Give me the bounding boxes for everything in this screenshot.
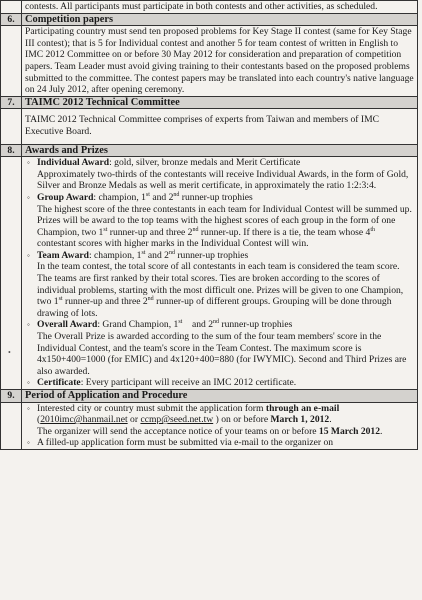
team-award-text: runner-up and three 2: [62, 296, 148, 308]
filled-form-text: A filled-up application form must be submitted via e-mail to the organizer on: [37, 437, 334, 449]
team-award-lead: runner-up trophies: [174, 249, 249, 261]
circle-bullet-icon: ◦: [27, 250, 30, 260]
circle-bullet-icon: ◦: [27, 378, 30, 388]
overall-award-body: The Overall Prize is awarded according to the sum of the four team members' score in the Individual Contest, and the team's score in the Team Contest. The maximum score is 4x150+400=1000 (for EMIC) and 4x120+400=880 (for IWYMIC). Second and Third Prizes are also awarded.: [37, 331, 407, 377]
group-award-label: Group Award: [37, 191, 94, 203]
superscript: st: [145, 191, 150, 198]
group-award-body: [37, 204, 414, 250]
application-text-bold: through an e-mail: [265, 402, 340, 414]
circle-bullet-icon: ◦: [27, 158, 30, 168]
application-text: .: [380, 425, 383, 437]
individual-award-lead: : gold, silver, bronze medals and Merit Certificate: [109, 157, 301, 169]
section-8-body-row: [1, 157, 418, 390]
section-6-body-row: [1, 26, 418, 97]
section-9-body: [22, 402, 418, 449]
group-award-item: [25, 192, 414, 250]
section-9-header: [1, 390, 418, 403]
filled-form-item: [25, 437, 414, 449]
intro-text: contests. All participants must participate in both contests and other activities, as scheduled.: [22, 1, 418, 14]
email-link-2[interactable]: ccmp@seed.net.tw: [140, 414, 214, 426]
superscript: st: [103, 226, 108, 233]
team-award-lead: : champion, 1: [88, 249, 142, 261]
overall-award-item: [25, 319, 414, 377]
section-6-number: 6.: [1, 13, 22, 26]
overall-award-lead: and 2: [182, 319, 213, 331]
section-9-body-row: [1, 402, 418, 449]
application-text: (: [37, 414, 41, 426]
circle-bullet-icon: ◦: [27, 403, 30, 413]
section-7-body: TAIMC 2012 Technical Committee comprises of experts from Taiwan and members of IMC Executive Board.: [22, 109, 418, 144]
individual-award-item: [25, 157, 414, 192]
certificate-item: [25, 377, 414, 389]
section-7-header: [1, 96, 418, 109]
section-7-body-row: [1, 109, 418, 144]
superscript: st: [141, 249, 146, 256]
superscript: st: [178, 319, 183, 326]
group-award-text: The highest score of the three contestants in each team for Individual Contest will be summed up. Prizes will be award to the top teams with the highest scores of each group in the form of one Champion, two 1: [37, 203, 412, 238]
application-text: .: [329, 414, 332, 426]
section-7-title: TAIMC 2012 Technical Committee: [22, 96, 418, 109]
application-text: ) on or before: [213, 414, 271, 426]
team-award-lead: and 2: [145, 249, 169, 261]
certificate-lead: : Every participant will receive an IMC 2012 certificate.: [80, 377, 297, 389]
acceptance-deadline: 15 March 2012: [318, 425, 381, 437]
section-8-body: [22, 157, 418, 390]
application-text: or: [127, 414, 141, 426]
circle-bullet-icon: ◦: [27, 320, 30, 330]
individual-award-label: Individual Award: [37, 157, 110, 169]
section-6-header: [1, 13, 418, 26]
section-8-number: 8.: [1, 144, 22, 157]
acceptance-notice: [37, 426, 414, 438]
superscript: nd: [168, 249, 175, 256]
circle-bullet-icon: ◦: [27, 438, 30, 448]
individual-award-body: Approximately two-thirds of the contestants will receive Individual Awards, in the form of Gold, Silver and Bronze Medals as well as merit certificate, in approximately the ratio 1:2:3:4.: [37, 168, 409, 192]
circle-bullet-icon: ◦: [27, 192, 30, 202]
section-9-number: 9.: [1, 390, 22, 403]
superscript: th: [370, 226, 376, 233]
email-link-1[interactable]: 2010imc@hanmail.net: [40, 414, 128, 426]
superscript: nd: [192, 226, 199, 233]
team-award-item: [25, 250, 414, 320]
overall-award-lead: : Grand Champion, 1: [97, 319, 179, 331]
section-8-title: Awards and Prizes: [22, 144, 418, 157]
continuation-row: [1, 1, 418, 14]
overall-award-label: Overall Award: [37, 319, 98, 331]
section-6-title: Competition papers: [22, 13, 418, 26]
overall-award-lead: runner-up trophies: [219, 319, 293, 331]
section-9-title: Period of Application and Procedure: [22, 390, 418, 403]
group-award-text: contestant scores with higher marks in the Individual Contest will win.: [37, 238, 309, 250]
section-7-number: 7.: [1, 96, 22, 109]
group-award-lead: runner-up trophies: [179, 191, 253, 203]
team-award-text: runner-up of different groups. Grouping will be done through drawing of lots.: [37, 296, 392, 319]
team-award-body: [37, 261, 414, 319]
group-award-lead: : champion, 1: [93, 191, 146, 203]
superscript: nd: [147, 296, 154, 303]
application-text: Interested city or country must submit the application form: [37, 402, 266, 414]
application-item: [25, 403, 414, 438]
section-8-header: [1, 144, 418, 157]
row-number: [1, 1, 22, 14]
group-award-text: runner-up and three 2: [107, 226, 193, 238]
section-6-body: Participating country must send ten proposed problems for Key Stage II contest (same for Key Stage III contest); that is 5 for Individual contest and another 5 for team contest of written in English to IMC 2012 Committee on or before 30 May 2012 for consideration and preparation of competition papers. Team Leader must avoid giving training to their contestants based on the proposed problems submitted to the committee. The contest papers may be translated into each country's native language on 24 July 2012, after opening ceremony.: [22, 26, 418, 97]
margin-mark: •: [8, 348, 11, 357]
superscript: nd: [173, 191, 180, 198]
application-deadline: March 1, 2012: [270, 414, 330, 426]
application-text: The organizer will send the acceptance notice of your teams on or before: [37, 425, 319, 437]
superscript: nd: [213, 319, 219, 326]
team-award-text: In the team contest, the total score of all contestants in each team is considered the team score. The teams are first ranked by their total scores. Ties are broken according to the scores of individual problems, starting with the most difficult one. Prizes will be given to one Champion, two 1: [37, 261, 404, 308]
certificate-label: Certificate: [37, 377, 81, 389]
superscript: st: [58, 296, 63, 303]
team-award-label: Team Award: [37, 249, 89, 261]
group-award-lead: and 2: [149, 191, 174, 203]
group-award-text: runner-up. If there is a tie, the team whose 4: [198, 226, 371, 238]
